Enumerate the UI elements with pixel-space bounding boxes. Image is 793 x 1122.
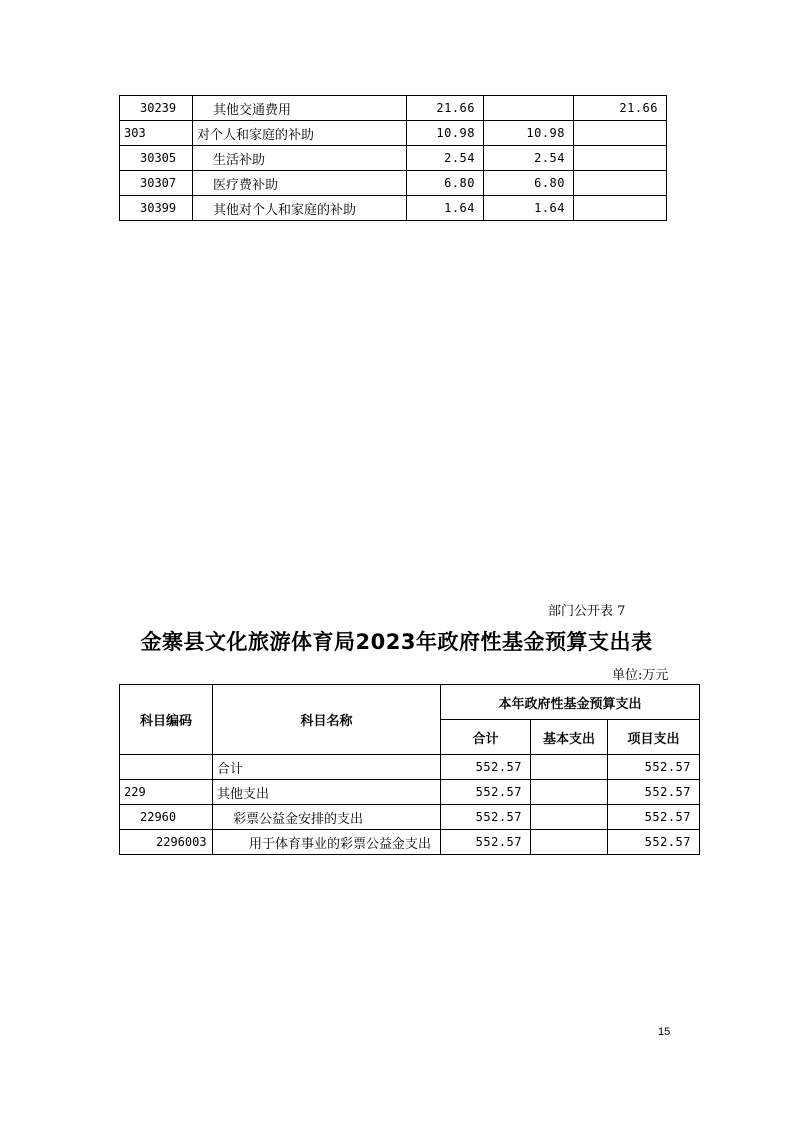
subject-code: 30305	[120, 146, 193, 171]
fund-budget-expenditure-table	[119, 684, 700, 855]
table-row	[120, 171, 667, 196]
project-value	[574, 121, 667, 146]
total-value: 21.66	[407, 96, 484, 121]
basic-value: 6.80	[484, 171, 574, 196]
table-row	[120, 96, 667, 121]
header-group: 本年政府性基金预算支出	[441, 685, 700, 720]
total-value: 2.54	[407, 146, 484, 171]
table-row	[120, 780, 700, 805]
project-value: 21.66	[574, 96, 667, 121]
table-row	[120, 196, 667, 221]
table-row	[120, 755, 700, 780]
table-row	[120, 830, 700, 855]
header-row	[120, 685, 700, 720]
subject-name: 其他支出	[213, 780, 441, 805]
subject-name: 对个人和家庭的补助	[193, 121, 407, 146]
header-basic: 基本支出	[531, 720, 608, 755]
expenditure-table-continued	[119, 95, 667, 221]
subject-code: 303	[120, 121, 193, 146]
header-total: 合计	[441, 720, 531, 755]
subject-name: 合计	[213, 755, 441, 780]
subject-code: 229	[120, 780, 213, 805]
subject-code: 30307	[120, 171, 193, 196]
project-value	[574, 171, 667, 196]
project-value	[574, 196, 667, 221]
header-project: 项目支出	[608, 720, 700, 755]
total-value: 552.57	[441, 755, 531, 780]
unit-label: 单位:万元	[612, 668, 669, 683]
subject-code: 22960	[120, 805, 213, 830]
total-value: 1.64	[407, 196, 484, 221]
table-number-label: 部门公开表 7	[548, 604, 626, 619]
project-value: 552.57	[608, 805, 700, 830]
project-value: 552.57	[608, 780, 700, 805]
basic-value	[531, 830, 608, 855]
subject-code	[120, 755, 213, 780]
subject-code: 30399	[120, 196, 193, 221]
subject-name: 生活补助	[193, 146, 407, 171]
total-value: 10.98	[407, 121, 484, 146]
basic-value	[531, 755, 608, 780]
basic-value: 10.98	[484, 121, 574, 146]
basic-value: 2.54	[484, 146, 574, 171]
total-value: 552.57	[441, 805, 531, 830]
subject-name: 彩票公益金安排的支出	[213, 805, 441, 830]
project-value: 552.57	[608, 755, 700, 780]
subject-name: 医疗费补助	[193, 171, 407, 196]
project-value	[574, 146, 667, 171]
subject-name: 其他交通费用	[193, 96, 407, 121]
header-subject-name: 科目名称	[213, 685, 441, 755]
total-value: 552.57	[441, 780, 531, 805]
subject-code: 30239	[120, 96, 193, 121]
table-title: 金寨县文化旅游体育局2023年政府性基金预算支出表	[140, 630, 653, 654]
project-value: 552.57	[608, 830, 700, 855]
basic-value: 1.64	[484, 196, 574, 221]
page-number: 15	[658, 1026, 671, 1038]
table-row	[120, 121, 667, 146]
basic-value	[484, 96, 574, 121]
basic-value	[531, 805, 608, 830]
total-value: 552.57	[441, 830, 531, 855]
table-row	[120, 805, 700, 830]
table-row	[120, 146, 667, 171]
subject-name: 其他对个人和家庭的补助	[193, 196, 407, 221]
basic-value	[531, 780, 608, 805]
total-value: 6.80	[407, 171, 484, 196]
header-subject-code: 科目编码	[120, 685, 213, 755]
subject-code: 2296003	[120, 830, 213, 855]
subject-name: 用于体育事业的彩票公益金支出	[213, 830, 441, 855]
